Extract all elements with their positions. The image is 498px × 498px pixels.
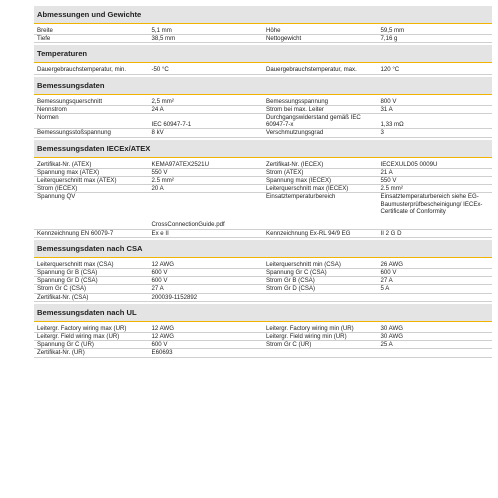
spec-value: 24 A <box>149 105 264 113</box>
spec-label: Strom Gr B (CSA) <box>263 277 378 285</box>
table-row <box>34 269 492 277</box>
spec-label: Strom (IECEX) <box>34 185 149 193</box>
spec-value <box>378 293 493 301</box>
spec-value: 600 V <box>149 341 264 349</box>
spec-value-link[interactable]: CrossConnectionGuide.pdf <box>149 193 264 229</box>
table-row <box>34 193 492 229</box>
spec-label: Zertifikat-Nr. (UR) <box>34 349 149 357</box>
section-ul <box>34 304 492 358</box>
spec-label: Strom Gr C (CSA) <box>34 285 149 293</box>
spec-label: Leitergr. Factory wiring min (UR) <box>263 325 378 333</box>
spec-label: Leitergr. Field wiring min (UR) <box>263 333 378 341</box>
spec-label: Strom bei max. Leiter <box>263 105 378 113</box>
spec-value: 1,33 mΩ <box>378 114 493 129</box>
spec-label: Kennzeichnung EN 60079-7 <box>34 229 149 237</box>
spec-value: 2,5 mm² <box>149 98 264 106</box>
section-title: Bemessungsdaten nach CSA <box>34 240 492 258</box>
table-row <box>34 168 492 176</box>
spec-value: 600 V <box>149 269 264 277</box>
spec-value: 800 V <box>378 98 493 106</box>
spec-value: 30 AWG <box>378 333 493 341</box>
spec-value: 550 V <box>378 177 493 185</box>
spec-label <box>263 349 378 357</box>
spec-value: 12 AWG <box>149 325 264 333</box>
spec-label: Einsatztemperaturbereich <box>263 193 378 229</box>
spec-value: 3 <box>378 129 493 137</box>
spec-label: Zertifikat-Nr. (IECEX) <box>263 161 378 169</box>
spec-value: 30 AWG <box>378 325 493 333</box>
table-row <box>34 161 492 169</box>
table-row <box>34 341 492 349</box>
spec-value: 600 V <box>378 269 493 277</box>
spec-label: Zertifikat-Nr. (CSA) <box>34 293 149 301</box>
spec-value: Einsatztemperaturbereich siehe EG-Baumusterprüfbescheinigung/ IECEx-Certificate of Conformity <box>378 193 493 229</box>
table-row <box>34 349 492 357</box>
spec-value: IEC 60947-7-1 <box>149 114 264 129</box>
spec-table <box>34 322 492 358</box>
spec-table <box>34 158 492 238</box>
spec-label: Strom (ATEX) <box>263 168 378 176</box>
spec-value: 12 AWG <box>149 261 264 269</box>
spec-label: Leitergr. Field wiring max (UR) <box>34 333 149 341</box>
section-abmessungen <box>34 6 492 43</box>
section-bemessungsdaten <box>34 77 492 138</box>
spec-label: Höhe <box>263 27 378 35</box>
spec-value: 25 A <box>378 341 493 349</box>
table-row <box>34 285 492 293</box>
spec-value: 600 V <box>149 277 264 285</box>
spec-label: Tiefe <box>34 35 149 43</box>
table-row <box>34 177 492 185</box>
spec-value: 21 A <box>378 168 493 176</box>
spec-table <box>34 63 492 74</box>
section-iecex-atex <box>34 140 492 238</box>
spec-label: Spannung Gr B (CSA) <box>34 269 149 277</box>
spec-label: Zertifikat-Nr. (ATEX) <box>34 161 149 169</box>
table-row <box>34 325 492 333</box>
spec-label: Strom Gr C (UR) <box>263 341 378 349</box>
spec-label: Nettogewicht <box>263 35 378 43</box>
spec-label: Spannung Gr D (CSA) <box>34 277 149 285</box>
table-row <box>34 98 492 106</box>
section-csa <box>34 240 492 302</box>
section-title: Bemessungsdaten IECEx/ATEX <box>34 140 492 158</box>
spec-label: Spannung Gr C (CSA) <box>263 269 378 277</box>
spec-table <box>34 95 492 138</box>
spec-value: 200039-1152892 <box>149 293 264 301</box>
spec-label: Spannung max (IECEX) <box>263 177 378 185</box>
section-title: Temperaturen <box>34 45 492 63</box>
table-row <box>34 261 492 269</box>
spec-value: 38,5 mm <box>149 35 264 43</box>
spec-value: 26 AWG <box>378 261 493 269</box>
table-row <box>34 114 492 129</box>
table-row <box>34 35 492 43</box>
spec-table <box>34 258 492 302</box>
table-row <box>34 27 492 35</box>
spec-value: Ex e II <box>149 229 264 237</box>
spec-label: Kennzeichnung Ex-RL 94/9 EG <box>263 229 378 237</box>
spec-label: Verschmutzungsgrad <box>263 129 378 137</box>
spec-value: -50 °C <box>149 66 264 74</box>
table-row <box>34 293 492 301</box>
spec-value: KEMA97ATEX2521U <box>149 161 264 169</box>
spec-label: Spannung QV <box>34 193 149 229</box>
spec-label: Nennstrom <box>34 105 149 113</box>
table-row <box>34 333 492 341</box>
spec-label: Leiterquerschnitt max (IECEX) <box>263 185 378 193</box>
table-row <box>34 105 492 113</box>
spec-table <box>34 24 492 43</box>
spec-label <box>263 293 378 301</box>
spec-value: 59,5 mm <box>378 27 493 35</box>
section-temperaturen <box>34 45 492 74</box>
table-row <box>34 185 492 193</box>
spec-value: E60693 <box>149 349 264 357</box>
spec-label: Spannung Gr C (UR) <box>34 341 149 349</box>
spec-label: Bemessungsquerschnitt <box>34 98 149 106</box>
section-title: Bemessungsdaten nach UL <box>34 304 492 322</box>
spec-label: Bemessungsspannung <box>263 98 378 106</box>
spec-label: Leiterquerschnitt max (CSA) <box>34 261 149 269</box>
spec-value: 550 V <box>149 168 264 176</box>
spec-label: Spannung max (ATEX) <box>34 168 149 176</box>
table-row <box>34 129 492 137</box>
table-row <box>34 229 492 237</box>
spec-label: Dauergebrauchstemperatur, min. <box>34 66 149 74</box>
section-title: Bemessungsdaten <box>34 77 492 95</box>
spec-value: 5,1 mm <box>149 27 264 35</box>
spec-value: II 2 G D <box>378 229 493 237</box>
spec-label: Leiterquerschnitt max (ATEX) <box>34 177 149 185</box>
spec-value: 2.5 mm² <box>149 177 264 185</box>
spec-label: Leiterquerschnitt min (CSA) <box>263 261 378 269</box>
spec-value: 12 AWG <box>149 333 264 341</box>
spec-label: Leitergr. Factory wiring max (UR) <box>34 325 149 333</box>
spec-value: IECEXULD05 0009U <box>378 161 493 169</box>
spec-value: 2.5 mm² <box>378 185 493 193</box>
spec-value: 5 A <box>378 285 493 293</box>
spec-value: 27 A <box>149 285 264 293</box>
spec-value: 7,16 g <box>378 35 493 43</box>
spec-value: 8 kV <box>149 129 264 137</box>
spec-value <box>378 349 493 357</box>
spec-label: Dauergebrauchstemperatur, max. <box>263 66 378 74</box>
spec-label: Strom Gr D (CSA) <box>263 285 378 293</box>
spec-label: Normen <box>34 114 149 129</box>
spec-label: Breite <box>34 27 149 35</box>
spec-label: Bemessungsstoßspannung <box>34 129 149 137</box>
table-row <box>34 66 492 74</box>
spec-value: 120 °C <box>378 66 493 74</box>
spec-value: 31 A <box>378 105 493 113</box>
section-title: Abmessungen und Gewichte <box>34 6 492 24</box>
table-row <box>34 277 492 285</box>
spec-value: 20 A <box>149 185 264 193</box>
spec-label: Durchgangswiderstand gemäß IEC 60947-7-x <box>263 114 378 129</box>
spec-value: 27 A <box>378 277 493 285</box>
